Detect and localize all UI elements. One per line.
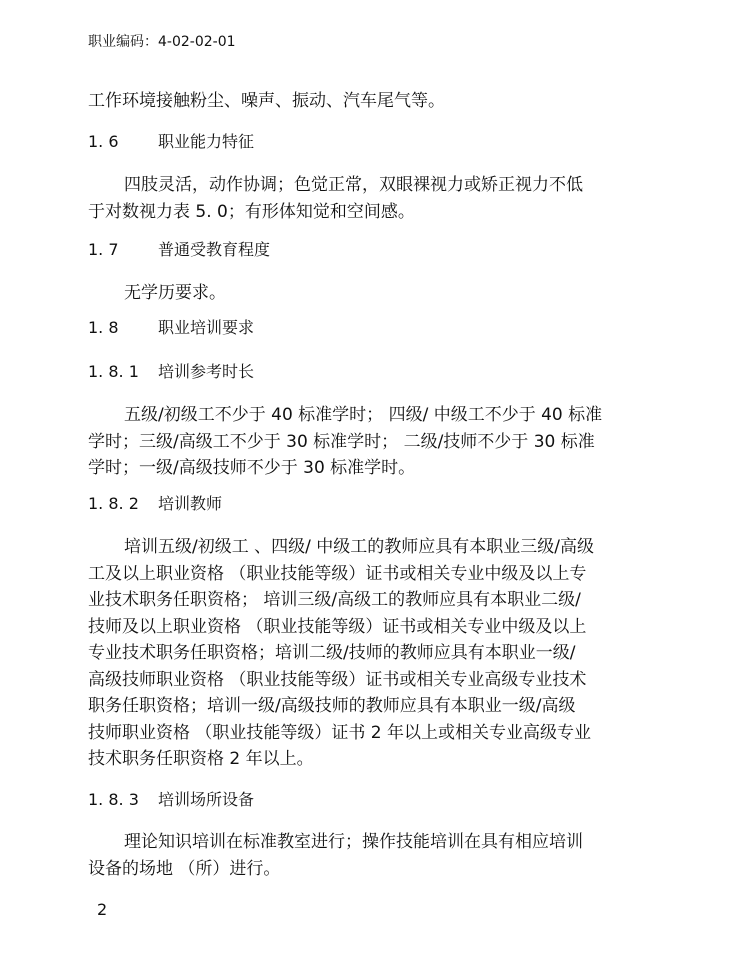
- text-line: 技术职务任职资格 2 年以上。: [88, 749, 314, 769]
- text-line: 工及以上职业资格 （职业技能等级）证书或相关专业中级及以上专: [88, 563, 587, 584]
- paragraph: [88, 829, 628, 882]
- section-title: 职业培训要求: [158, 318, 255, 337]
- text-line: 工作环境接触粉尘、噪声、振动、汽车尾气等。: [88, 91, 445, 111]
- text-line: 四肢灵活，动作协调；色觉正常，双眼裸视力或矫正视力不低: [124, 175, 583, 195]
- text-line: 理论知识培训在标准教室进行；操作技能培训在具有相应培训: [124, 832, 583, 852]
- section-title: 培训教师: [158, 494, 223, 513]
- section-title: 培训场所设备: [158, 790, 255, 809]
- section-number: 1. 8: [88, 318, 119, 337]
- section-number: 1. 7: [88, 240, 119, 259]
- paragraph: [88, 88, 628, 115]
- text-line: 设备的场地 （所）进行。: [88, 858, 281, 879]
- section-title: 普通受教育程度: [158, 240, 271, 259]
- section-heading: [88, 493, 222, 515]
- paragraph: [88, 280, 628, 307]
- text-line: 高级技师职业资格 （职业技能等级）证书或相关专业高级专业技术: [88, 669, 587, 690]
- section-heading: [88, 789, 254, 811]
- section-heading: [88, 317, 254, 339]
- section-number: 1. 8. 2: [88, 494, 139, 513]
- section-title: 职业能力特征: [158, 132, 255, 151]
- section-number: 1. 8. 3: [88, 790, 139, 809]
- section-number: 1. 6: [88, 132, 119, 151]
- text-line: 于对数视力表 5. 0；有形体知觉和空间感。: [88, 201, 415, 222]
- text-line: 培训五级/初级工 、四级/ 中级工的教师应具有本职业三级/高级: [124, 537, 594, 557]
- section-number: 1. 8. 1: [88, 362, 139, 381]
- text-line: 技师及以上职业资格 （职业技能等级）证书或相关专业中级及以上: [88, 616, 587, 637]
- text-line: 五级/初级工不少于 40 标准学时； 四级/ 中级工不少于 40 标准: [124, 405, 603, 425]
- page-number: 2: [97, 900, 108, 919]
- text-line: 无学历要求。: [124, 283, 226, 303]
- text-line: 学时；三级/高级工不少于 30 标准学时； 二级/技师不少于 30 标准: [88, 431, 595, 452]
- section-heading: [88, 361, 254, 383]
- paragraph: [88, 534, 628, 773]
- paragraph: [88, 402, 628, 482]
- section-heading: [88, 239, 270, 261]
- paragraph: [88, 172, 628, 225]
- text-line: 职务任职资格；培训一级/高级技师的教师应具有本职业一级/高级: [88, 696, 576, 716]
- text-line: 专业技术职务任职资格；培训二级/技师的教师应具有本职业一级/: [88, 643, 576, 663]
- section-title: 培训参考时长: [158, 362, 255, 381]
- section-heading: [88, 131, 254, 153]
- text-line: 业技术职务任职资格； 培训三级/高级工的教师应具有本职业二级/: [88, 590, 581, 610]
- occupation-code-header: 职业编码：4-02-02-01: [88, 34, 236, 50]
- text-line: 学时；一级/高级技师不少于 30 标准学时。: [88, 458, 416, 478]
- text-line: 技师职业资格 （职业技能等级）证书 2 年以上或相关专业高级专业: [88, 722, 592, 743]
